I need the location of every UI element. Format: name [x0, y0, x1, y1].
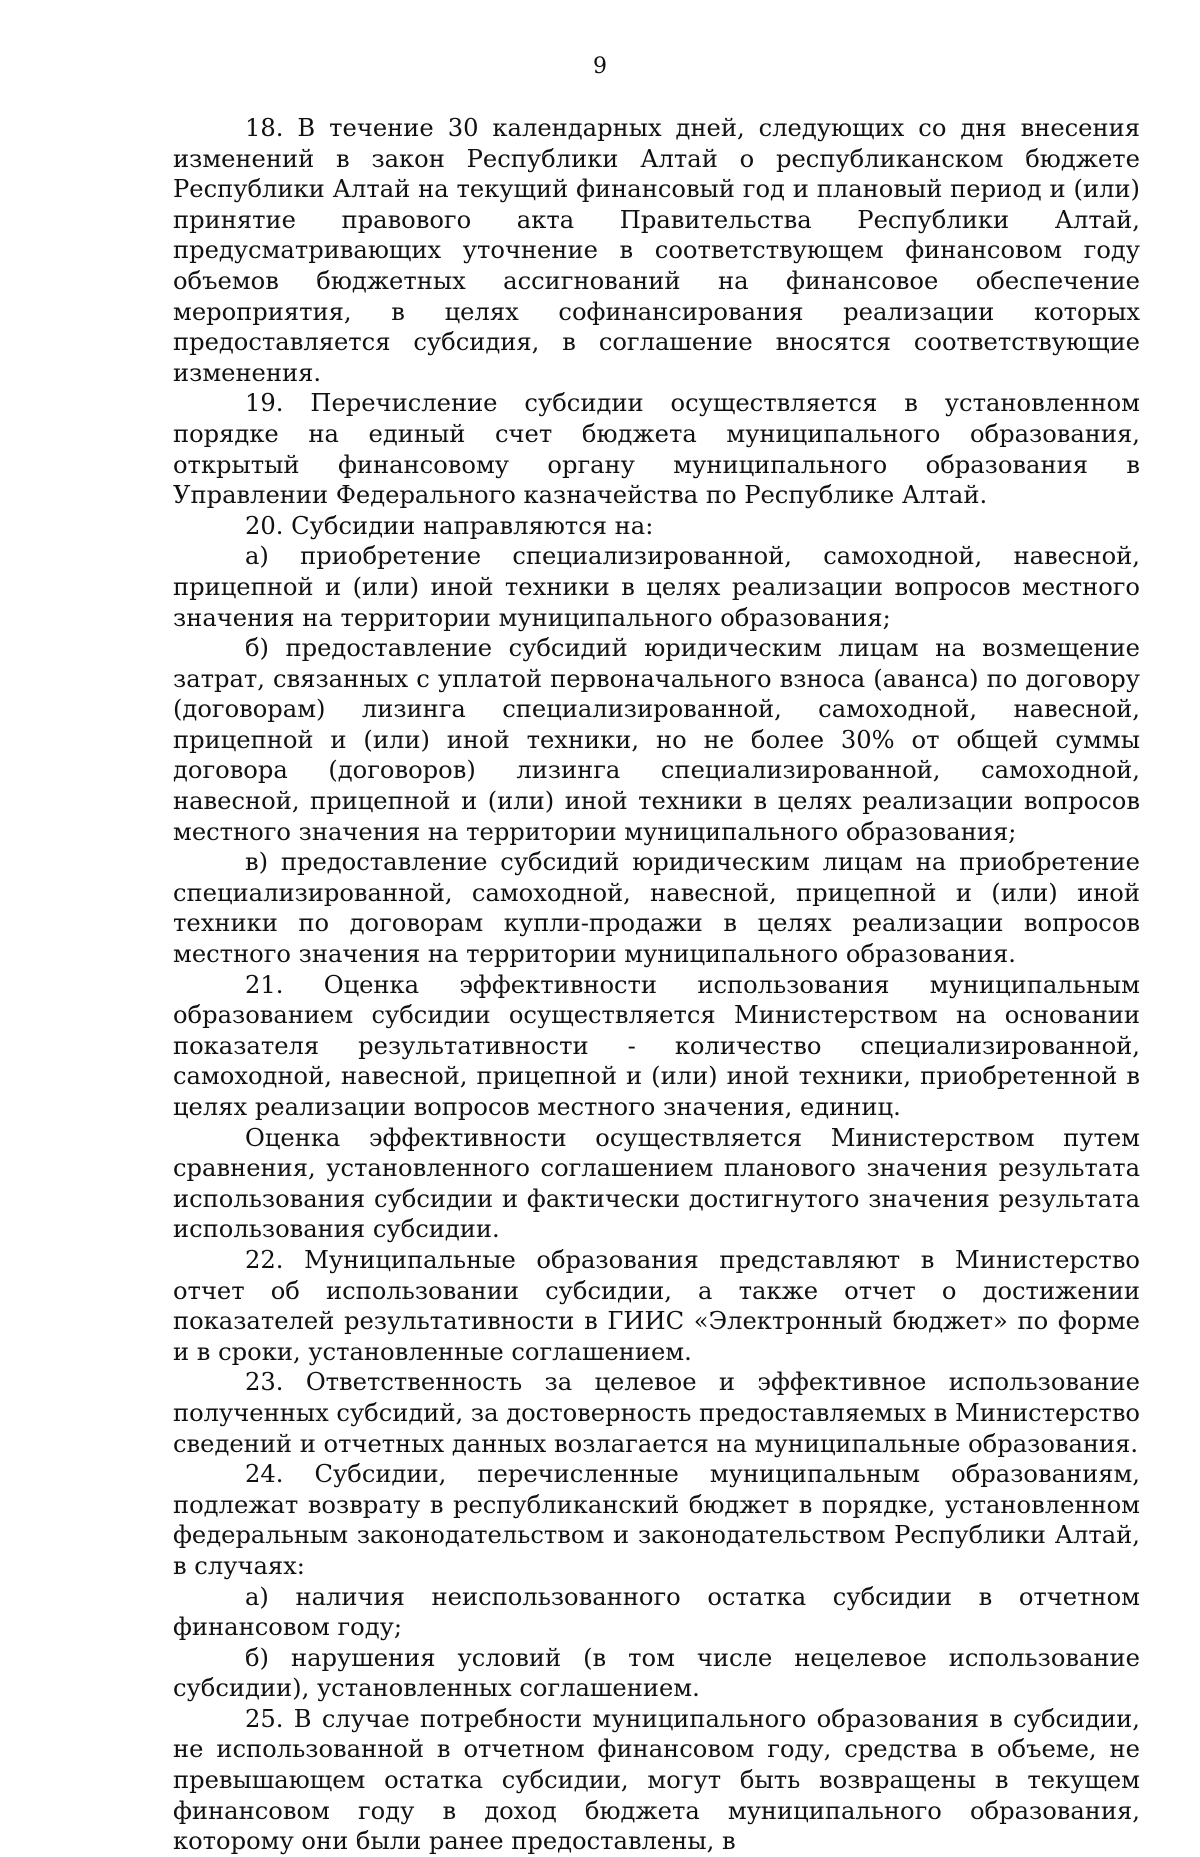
paragraph-24-a: а) наличия неиспользованного остатка субсидии в отчетном финансовом году; — [173, 1582, 1140, 1642]
paragraph-21: 21. Оценка эффективности использования муниципальным образованием субсидии осуществляется Министерством на основании показателя результативности - количество специализированной, самоходной, навесной, прицепной и (или) иной техники, приобретенной в целях реализации вопросов местного значения, единиц. — [173, 970, 1140, 1121]
document-body — [173, 113, 1140, 1857]
paragraph-19: 19. Перечисление субсидии осуществляется в установленном порядке на единый счет бюджета муниципального образования, открытый финансовому органу муниципального образования в Управлении Федерального казначейства по Республике Алтай. — [173, 389, 1140, 510]
page-number: 9 — [593, 54, 607, 79]
paragraph-22: 22. Муниципальные образования представляют в Министерство отчет об использовании субсидии, а также отчет о достижении показателей результативности в ГИИС «Электронный бюджет» по форме и в сроки, установленные соглашением. — [173, 1245, 1140, 1366]
paragraph-21-evaluation: Оценка эффективности осуществляется Министерством путем сравнения, установленного соглашением планового значения результата использования субсидии и фактически достигнутого значения результата использования субсидии. — [173, 1123, 1140, 1244]
paragraph-23: 23. Ответственность за целевое и эффективное использование полученных субсидий, за достоверность предоставляемых в Министерство сведений и отчетных данных возлагается на муниципальные образования. — [173, 1368, 1140, 1458]
paragraph-18: 18. В течение 30 календарных дней, следующих со дня внесения изменений в закон Республики Алтай о республиканском бюджете Республики Алтай на текущий финансовый год и плановый период и (или) принятие правового акта Правительства Республики Алтай, предусматривающих уточнение в соответствующем финансовом году объемов бюджетных ассигнований на финансовое обеспечение мероприятия, в целях софинансирования реализации которых предоставляется субсидия, в соглашение вносятся соответствующие изменения. — [173, 114, 1140, 387]
paragraph-25: 25. В случае потребности муниципального образования в субсидии, не использованной в отчетном финансовом году, средства в объеме, не превышающем остатка субсидии, могут быть возвращены в текущем финансовом году в доход бюджета муниципального образования, которому они были ранее предоставлены, в — [173, 1704, 1140, 1856]
paragraph-20-b: б) предоставление субсидий юридическим лицам на возмещение затрат, связанных с уплатой первоначального взноса (аванса) по договору (договорам) лизинга специализированной, самоходной, навесной, прицепной и (или) иной техники, но не более 30% от общей суммы договора (договоров) лизинга специализированной, самоходной, навесной, прицепной и (или) иной техники в целях реализации вопросов местного значения на территории муниципального образования; — [173, 634, 1140, 846]
paragraph-20-a: а) приобретение специализированной, самоходной, навесной, прицепной и (или) иной техники в целях реализации вопросов местного значения на территории муниципального образования; — [173, 542, 1140, 632]
paragraph-20: 20. Субсидии направляются на: — [245, 511, 654, 540]
paragraph-24-b: б) нарушения условий (в том числе нецелевое использование субсидии), установленных соглашением. — [173, 1643, 1140, 1703]
paragraph-24: 24. Субсидии, перечисленные муниципальным образованиям, подлежат возврату в республиканский бюджет в порядке, установленном федеральным законодательством и законодательством Республики Алтай, в случаях: — [173, 1460, 1140, 1580]
paragraph-20-v: в) предоставление субсидий юридическим лицам на приобретение специализированной, самоходной, навесной, прицепной и (или) иной техники по договорам купли-продажи в целях реализации вопросов местного значения на территории муниципального образования. — [173, 848, 1140, 969]
